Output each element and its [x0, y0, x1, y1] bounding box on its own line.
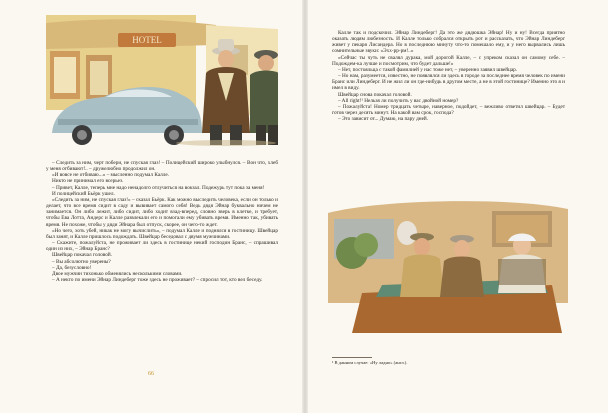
illustration-men-by-car	[46, 15, 278, 146]
footnote-divider	[332, 357, 372, 358]
left-page-text	[46, 160, 278, 283]
footnote: ¹ В данном случае: «Ну ладно» (англ.).	[332, 360, 408, 365]
illustration-men-by-car-svg	[46, 15, 278, 146]
paragraph: «И вовсе не отбиваю...» – мысленно подумал Калле.	[52, 172, 170, 179]
paragraph: Калле так и подскочил. Эйнар Линдеберг! Да это же дядюшка Эйнар! Ну и ну! Всегда приятно оказать людям любезность. И Калле только собрался открыть рот и рассказать, что Эйнар Линдеберг живет у пекаря Лисандера. Но в последнюю минуту что-то помешало ему, и у него вырвались лишь сомнительные звуки: «Эхх-рр-рм!..»	[332, 30, 565, 55]
right-page-text	[332, 30, 565, 122]
paragraph: И полицейский Бьёрк ушел.	[52, 190, 115, 197]
paragraph: – Нет, постояльца с такой фамилией у нас тоже нет, – уверенно заявил швейцар.	[338, 66, 518, 73]
paragraph: – Но нам, разумеется, известно, не появлялся ли здесь в городе за последнее время человек по имени Бранс или Линдеберг. И не жил ли он где-нибудь в другом месте, а не в этой гостинице? Именно это я и имел в виду.	[332, 73, 565, 92]
paragraph: – All right!¹ Нельзя ли получить у вас двойной номер?	[338, 97, 459, 104]
paragraph: Двое мужчин тихонько обменялись несколькими словами.	[52, 270, 183, 277]
paragraph: – Это зависит от... Думаю, на пару дней.	[338, 116, 429, 123]
left-page	[0, 0, 302, 413]
paragraph: Швейцар покачал головой.	[52, 252, 112, 259]
page-number: 66	[148, 371, 154, 377]
paragraph: – Следить за ним, черт побери, не спуская глаз! – Полицейский широко улыбнулся. – Вон что, хлеб у меня отбивают!.. – дружелюбно продолжил он.	[46, 160, 278, 173]
paragraph: – Пожалуйста! Номер тридцать четыре, наверное, подойдет, – вежливо ответил швейцар. – Будет готов через десять минут. На какой вам срок, господа?	[332, 103, 565, 117]
illustration-hotel-desk	[322, 193, 572, 338]
paragraph: Никто не принимал его всерьез.	[52, 178, 124, 185]
paragraph: – Вы абсолютно уверены?	[52, 258, 111, 265]
hotel-sign-text: HOTEL	[132, 35, 162, 45]
illustration-hotel-desk-svg	[322, 193, 572, 338]
paragraph: «Сейчас ты чуть не свалял дурака, мой дорогой Калле, – с упреком сказал он самому себе. – Подождем-ка лучше и посмотрим, что будет дальше!»	[332, 54, 565, 67]
paragraph: Швейцар снова покачал головой.	[338, 91, 412, 98]
paragraph: – Да, безусловно!	[52, 264, 92, 271]
paragraph: – Привет, Калле, теперь мне надо ненадолго отлучиться на вокзал. Подежурь тут пока за меня!	[52, 184, 265, 191]
paragraph: «Но чего, хоть убей, никак не могу вычислить», – подумал Калле и поднялся в гостиницу. Швейцар был занят, и Калле пришлось подождать. Швейцар беседовал с двумя мужчинами.	[46, 227, 278, 240]
paragraph: – А некто по имени Эйнар Линдеберг тоже здесь не проживает? – спросил тот, кто вел беседу.	[52, 276, 263, 283]
paragraph: – Скажите, пожалуйста, не проживает ли здесь в гостинице некий господин Бранс, – спрашивал один из них, – Эйнар Бранс?	[46, 240, 278, 253]
paragraph: «Следить за ним, не спуская глаз!» – сказал Бьёрк. Как можно выследить человека, если он только и делает, что все время сидит в саду и вывивает самого себя! Ведь дядя Эйнар буквально ничем не занимается. Он либо лежит, либо сидит, либо ходит взад-вперед, словно зверь в клетке, и требует, чтобы Ева Лотта, Андерс и Калле развлекали его и помогали ему убивать время. Именно так, убивать время. Не похоже, чтобы у дяди Эйнара был отпуск, скорее, он чего-то ждет.	[46, 196, 278, 228]
